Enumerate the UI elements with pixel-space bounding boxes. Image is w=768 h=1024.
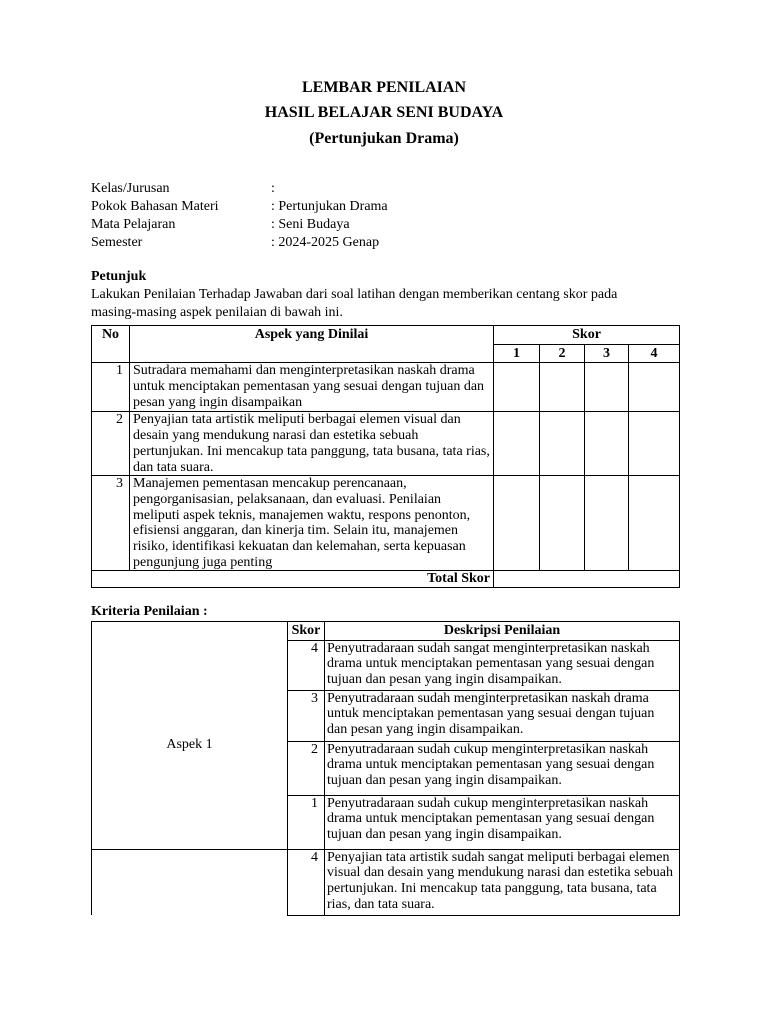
meta-row-semester (91, 234, 691, 252)
score-cell-4[interactable] (629, 476, 680, 571)
criteria-skor: 4 (288, 640, 325, 690)
criteria-desc: Penyajian tata artistik sudah sangat meliputi berbagai elemen visual dan desain yang mendukung narasi dan estetika sebuah pertunjukan. Ini mencakup tata panggung, tata busana, tata rias, dan tata suara. (325, 849, 680, 915)
assessment-table (91, 325, 680, 588)
document-subtitle: HASIL BELAJAR SENI BUDAYA (264, 104, 504, 121)
meta-info (91, 180, 691, 252)
row-aspek: Penyajian tata artistik meliputi berbagai elemen visual dan desain yang mendukung narasi dan estetika sebuah pertunjukan. Ini mencakup tata panggung, tata busana, tata rias, dan tata suara. (130, 412, 494, 476)
row-number: 1 (92, 363, 130, 412)
aspect-label: Aspek 1 (92, 640, 288, 849)
score-cell-3[interactable] (585, 476, 629, 571)
total-row (92, 571, 680, 588)
criteria-desc: Penyutradaraan sudah cukup menginterpretasikan naskah drama untuk menciptakan pementasan yang sesuai dengan tujuan dan pesan yang ingin disampaikan. (325, 795, 680, 849)
meta-label: Pokok Bahasan Materi (91, 199, 219, 214)
meta-label: Mata Pelajaran (91, 217, 176, 232)
criteria-skor: 2 (288, 741, 325, 795)
meta-row-pokok-bahasan (91, 198, 691, 216)
score-cell-3[interactable] (585, 363, 629, 412)
row-number: 2 (92, 412, 130, 476)
document-topic: (Pertunjukan Drama) (309, 130, 459, 147)
meta-label: Semester (91, 235, 143, 250)
document-title: LEMBAR PENILAIAN (301, 79, 466, 96)
petunjuk-text: Lakukan Penilaian Terhadap Jawaban dari soal latihan dengan memberikan centang skor pada masing-masing aspek penilaian di bawah ini. (91, 287, 618, 320)
row-number: 3 (92, 476, 130, 571)
row-aspek: Manajemen pementasan mencakup perencanaan, pengorganisasian, pelaksanaan, dan evaluasi. Penilaian meliputi aspek teknis, manajemen waktu, respons penonton, efisiensi anggaran, dan kinerja tim. Selain itu, manajemen risiko, identifikasi kekuatan dan kelemahan, serta kepuasan pengunjung juga penting (130, 476, 494, 571)
meta-row-mata-pelajaran (91, 216, 691, 234)
meta-value: : (271, 181, 275, 196)
meta-row-kelas (91, 180, 691, 198)
score-cell-1[interactable] (494, 412, 540, 476)
table-row (92, 412, 680, 476)
meta-value: : Seni Budaya (271, 217, 350, 232)
meta-value: : Pertunjukan Drama (271, 199, 388, 214)
header-skor: Skor (288, 622, 325, 641)
score-cell-4[interactable] (629, 412, 680, 476)
petunjuk-heading: Petunjuk (91, 269, 147, 284)
score-cell-2[interactable] (540, 363, 585, 412)
criteria-skor: 3 (288, 690, 325, 741)
meta-label: Kelas/Jurusan (91, 181, 170, 196)
kriteria-heading: Kriteria Penilaian : (91, 604, 208, 619)
header-score-1: 1 (494, 344, 540, 363)
row-aspek: Sutradara memahami dan menginterpretasikan naskah drama untuk menciptakan pementasan yang sesuai dengan tujuan dan pesan yang ingin disampaikan (130, 363, 494, 412)
score-cell-3[interactable] (585, 412, 629, 476)
criteria-aspect-cell (92, 622, 288, 641)
score-cell-1[interactable] (494, 363, 540, 412)
header-score-4: 4 (629, 344, 680, 363)
table-row (92, 363, 680, 412)
criteria-skor: 1 (288, 795, 325, 849)
score-cell-2[interactable] (540, 412, 585, 476)
header-aspek: Aspek yang Dinilai (130, 326, 494, 363)
header-no: No (92, 326, 130, 363)
header-score-2: 2 (540, 344, 585, 363)
criteria-row (92, 849, 680, 915)
criteria-row (92, 640, 680, 690)
criteria-desc: Penyutradaraan sudah cukup menginterpretasikan naskah drama untuk menciptakan pementasan yang sesuai dengan tujuan dan pesan yang ingin disampaikan. (325, 741, 680, 795)
total-skor-label: Total Skor (92, 571, 494, 588)
header-skor: Skor (494, 326, 680, 345)
header-deskripsi: Deskripsi Penilaian (325, 622, 680, 641)
criteria-desc: Penyutradaraan sudah menginterpretasikan naskah drama untuk menciptakan pementasan yang sesuai dengan tujuan dan pesan yang ingin disampaikan. (325, 690, 680, 741)
score-cell-2[interactable] (540, 476, 585, 571)
table-row (92, 476, 680, 571)
meta-value: : 2024-2025 Genap (271, 235, 380, 250)
score-cell-4[interactable] (629, 363, 680, 412)
header-score-3: 3 (585, 344, 629, 363)
total-skor-value[interactable] (494, 571, 680, 588)
criteria-table (91, 621, 680, 916)
score-cell-1[interactable] (494, 476, 540, 571)
aspect-label-empty (92, 849, 288, 915)
criteria-skor: 4 (288, 849, 325, 915)
criteria-desc: Penyutradaraan sudah sangat menginterpretasikan naskah drama untuk menciptakan pementasan yang sesuai dengan tujuan dan pesan yang ingin disampaikan. (325, 640, 680, 690)
